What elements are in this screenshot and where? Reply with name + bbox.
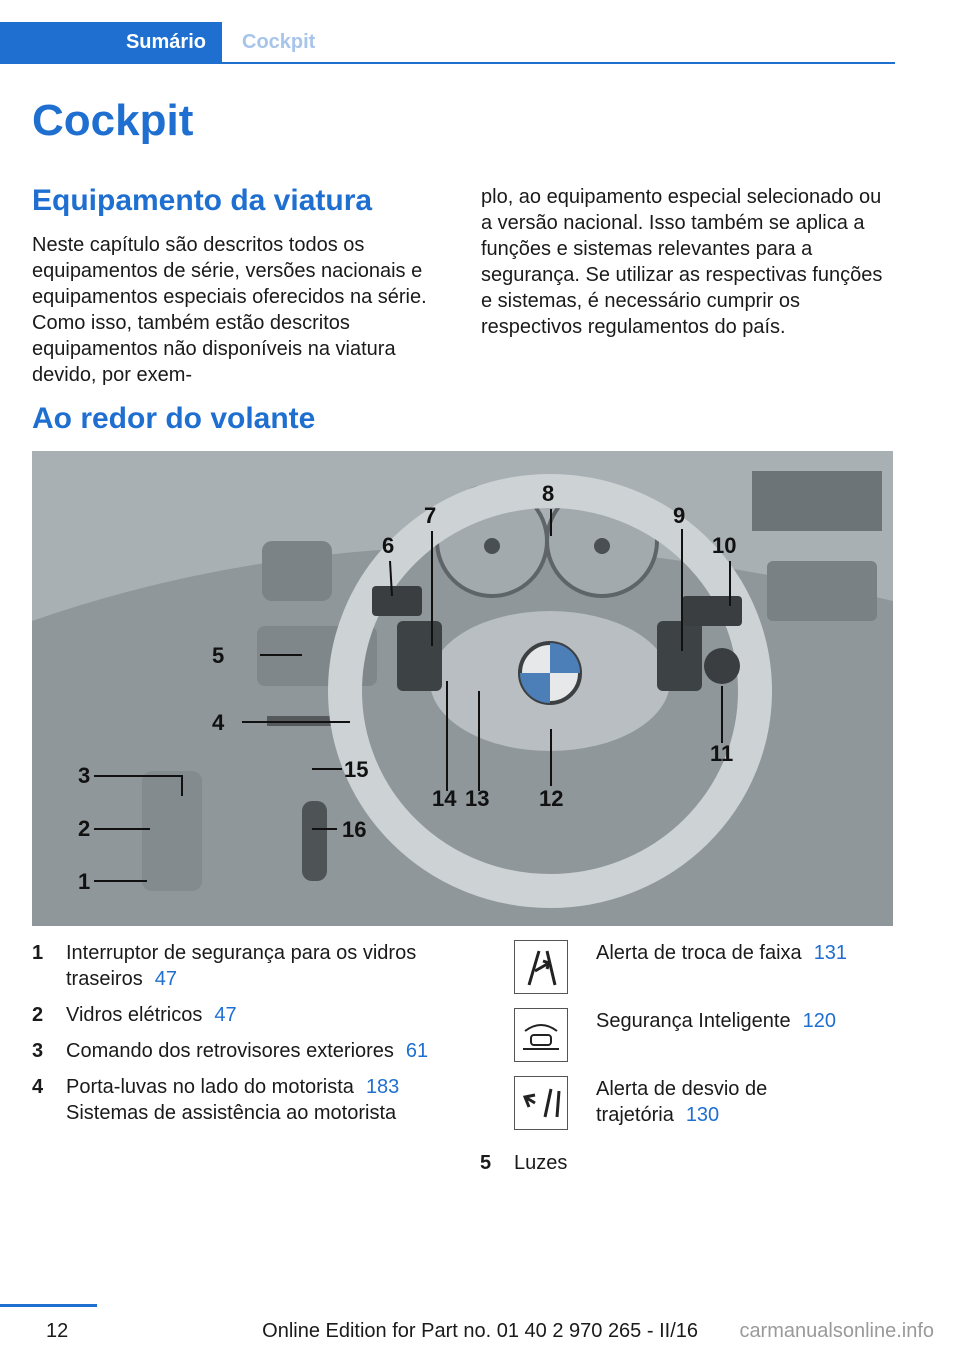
intro-text-col1: Neste capítulo são descritos todos os equipamentos de série, versões nacionais e equipamentos especiais oferecidos na série. Como isso, também estão descritos equipamentos não disponíveis na viatura devido, por exem- <box>32 234 427 386</box>
page-ref-link[interactable]: 47 <box>154 968 177 990</box>
page-ref-link[interactable]: 47 <box>214 1004 237 1026</box>
item-text: Segurança Inteligente <box>596 1010 791 1032</box>
item-text: Interruptor de segurança para os vidros traseiros <box>66 942 417 990</box>
legend-list-right <box>480 940 874 1186</box>
item-subtext: Sistemas de assistência ao motorista <box>66 1102 397 1124</box>
section-heading-equipment: Equipamento da viatura <box>32 184 373 217</box>
edition-note: Online Edition for Part no. 01 40 2 970 265 - II/16 <box>262 1320 698 1342</box>
item-text: Comando dos retrovisores exteriores <box>66 1040 394 1062</box>
section-heading-steering: Ao redor do volante <box>32 402 316 435</box>
page-ref-link[interactable]: 130 <box>685 1104 720 1126</box>
callout-8: 8 <box>542 481 555 506</box>
item-text: Alerta de desvio de trajetória <box>596 1078 768 1126</box>
lane-departure-warning-icon <box>514 1076 568 1130</box>
list-item <box>480 1150 874 1176</box>
callout-12: 12 <box>539 786 564 811</box>
list-item <box>32 940 452 992</box>
tab-bar <box>0 22 895 64</box>
cockpit-drawing <box>32 451 893 926</box>
list-item <box>514 1076 874 1140</box>
callout-9: 9 <box>673 503 686 528</box>
page-title: Cockpit <box>32 96 194 145</box>
lane-change-warning-icon <box>514 940 568 994</box>
cockpit-illustration <box>32 451 893 926</box>
tab-cockpit[interactable]: Cockpit <box>242 30 316 53</box>
tab-summary[interactable]: Sumário <box>0 22 222 62</box>
callout-15: 15 <box>344 757 369 782</box>
item-text: Porta-luvas no lado do motorista <box>66 1076 354 1098</box>
callout-1: 1 <box>78 869 91 894</box>
page-ref-link[interactable]: 61 <box>405 1040 429 1062</box>
callout-5: 5 <box>212 643 225 668</box>
page-ref-link[interactable]: 120 <box>802 1010 836 1032</box>
page-ref-link[interactable]: 131 <box>813 942 848 964</box>
list-subitem <box>32 1100 452 1126</box>
callout-3: 3 <box>78 763 91 788</box>
callout-7: 7 <box>424 503 437 528</box>
item-number: 4 <box>32 1076 44 1098</box>
page-number: 12 <box>46 1320 69 1342</box>
list-item <box>514 940 874 998</box>
page-ref-link[interactable]: 183 <box>365 1076 400 1098</box>
item-text: Alerta de troca de faixa <box>596 942 802 964</box>
callout-14: 14 <box>432 786 457 811</box>
list-item <box>32 1002 452 1028</box>
item-number: 2 <box>32 1004 44 1026</box>
callout-11: 11 <box>710 741 734 766</box>
item-number: 1 <box>32 942 44 964</box>
list-item <box>32 1038 452 1064</box>
callout-6: 6 <box>382 533 395 558</box>
item-number: 5 <box>480 1152 492 1174</box>
intelligent-safety-icon <box>514 1008 568 1062</box>
intro-text-col2: plo, ao equipamento especial selecionado ou a versão nacional. Isso também se aplica a funções e sistemas relevantes para a segurança. Se utilizar as respectivas funções e sistemas, é necessário cumprir os respectivos regulamentos do país. <box>481 186 883 338</box>
watermark: carmanualsonline.info <box>739 1320 934 1342</box>
callout-16: 16 <box>342 817 367 842</box>
footer-rule <box>0 1304 97 1307</box>
list-item <box>514 1008 874 1066</box>
callout-13: 13 <box>465 786 490 811</box>
item-text: Luzes <box>514 1152 568 1174</box>
callout-2: 2 <box>78 816 91 841</box>
legend-list-left <box>32 940 452 1136</box>
item-text: Vidros elétricos <box>66 1004 203 1026</box>
list-item <box>32 1074 452 1100</box>
callout-4: 4 <box>212 710 225 735</box>
item-number: 3 <box>32 1040 44 1062</box>
callout-10: 10 <box>712 533 737 558</box>
